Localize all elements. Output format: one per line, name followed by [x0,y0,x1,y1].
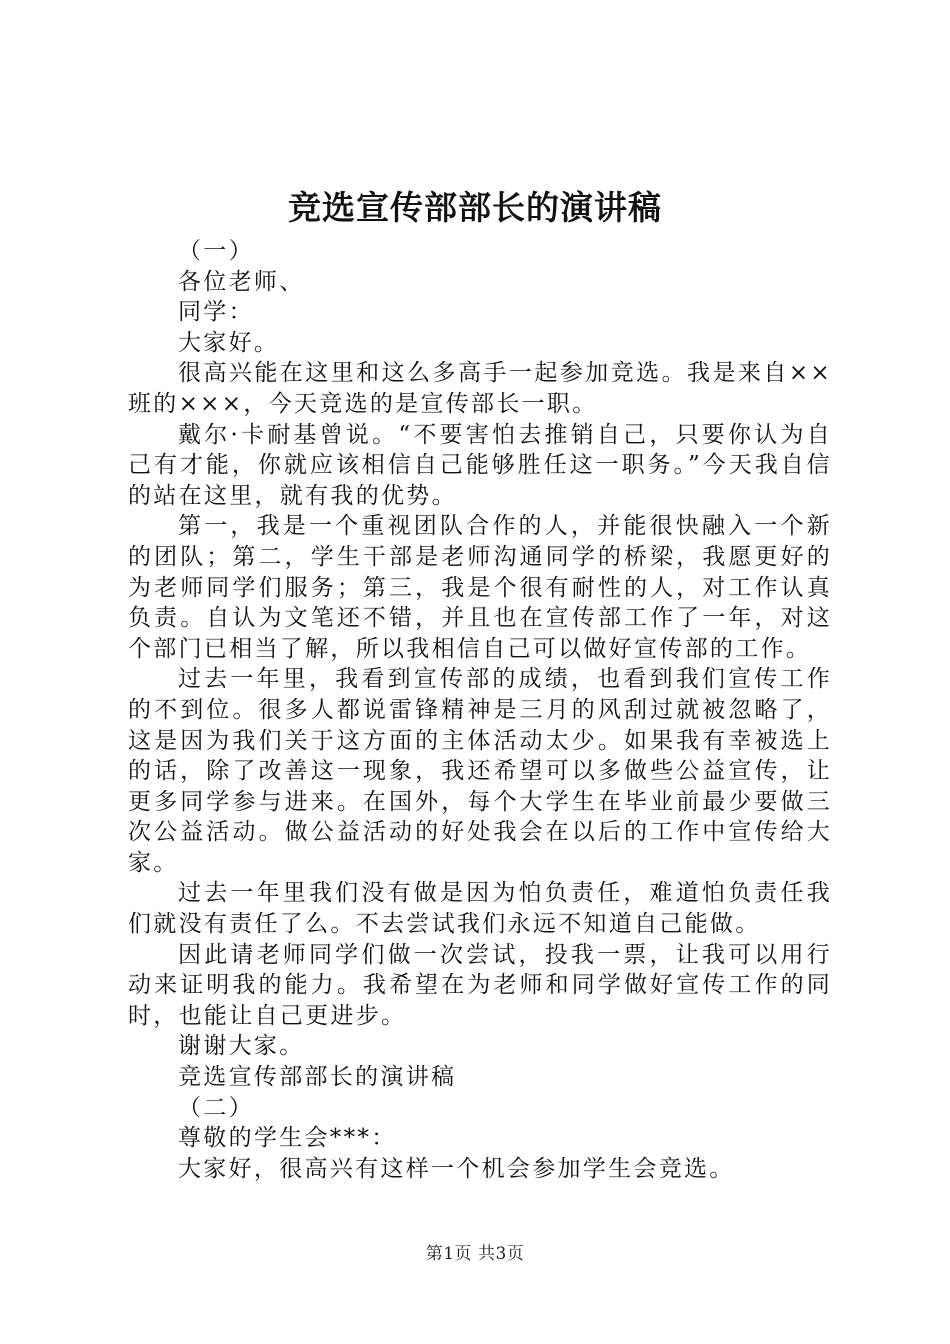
greeting: 大家好。 [178,329,280,356]
paragraph: 大家好，很高兴有这样一个机会参加学生会竞选。 [178,1155,735,1182]
paragraph: 因此请老师同学们做一次尝试，投我一票，让我可以用行动来证明我的能力。我希望在为老师和同学做好宣传工作的同时，也能让自己更进步。 [128,941,832,1029]
salutation-line-3: 尊敬的学生会***： [178,1125,397,1152]
document-body [128,236,832,1184]
paragraph: 很高兴能在这里和这么多高手一起参加竞选。我是来自××班的×××，今天竞选的是宣传部长一职。 [128,360,832,417]
paragraph: 戴尔·卡耐基曾说。“不要害怕去推销自己，只要你认为自己有才能，你就应该相信自己能够胜任这一职务。”今天我自信的站在这里，就有我的优势。 [128,421,832,509]
document-title: 竞选宣传部部长的演讲稿 [288,188,662,227]
paragraph: 过去一年里，我看到宣传部的成绩，也看到我们宣传工作的不到位。很多人都说雷锋精神是三月的风刮过就被忽略了，这是因为我们关于这方面的主体活动太少。如果我有幸被选上的话，除了改善这一现象，我还希望可以多做些公益宣传，让更多同学参与进来。在国外，每个大学生在毕业前最少要做三次公益活动。做公益活动的好处我会在以后的工作中宣传给大家。 [128,666,832,876]
section-heading-1: （一） [178,238,254,264]
page-number-footer: 第1页 共3页 [425,1244,525,1264]
subtitle-line: 竞选宣传部部长的演讲稿 [178,1064,457,1091]
closing-line: 谢谢大家。 [178,1033,305,1060]
salutation-line-2: 同学： [178,299,254,326]
paragraph: 过去一年里我们没有做是因为怕负责任，难道怕负责任我们就没有责任了么。不去尝试我们永远不知道自己能做。 [128,880,832,938]
salutation-line-1: 各位老师、 [178,268,305,295]
section-heading-2: （二） [178,1094,254,1121]
paragraph: 第一，我是一个重视团队合作的人，并能很快融入一个新的团队；第二，学生干部是老师沟通同学的桥梁，我愿更好的为老师同学们服务；第三，我是个很有耐性的人，对工作认真负责。自认为文笔还不错，并且也在宣传部工作了一年，对这个部门已相当了解，所以我相信自己可以做好宣传部的工作。 [128,513,832,662]
